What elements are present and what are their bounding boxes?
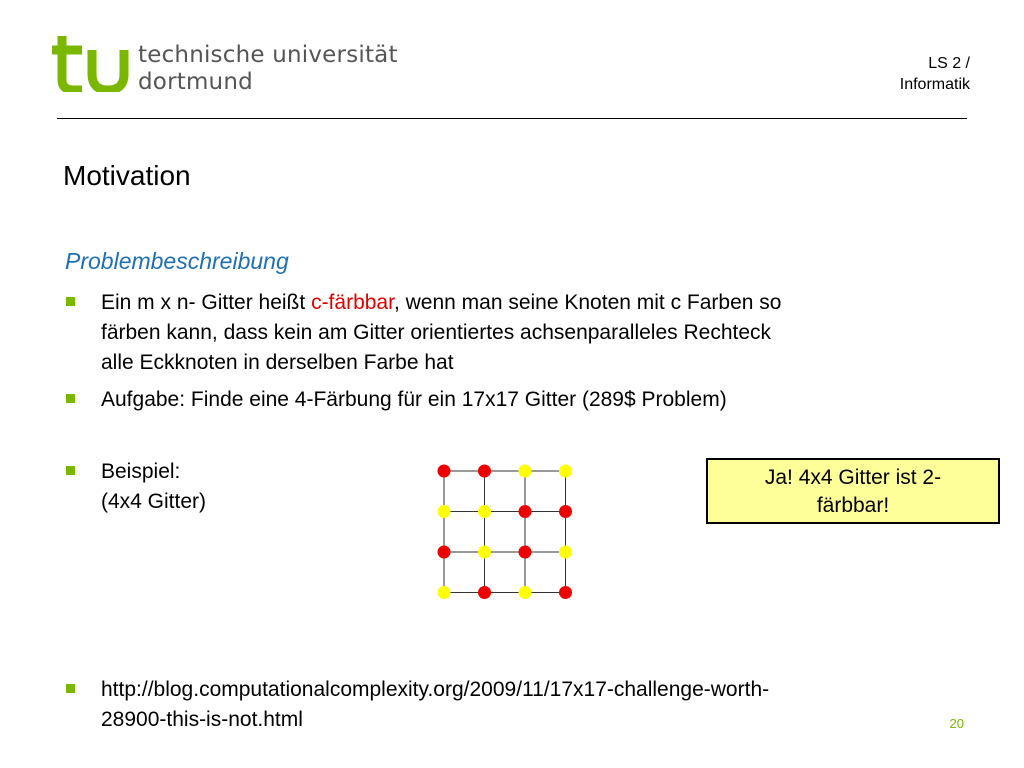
grid-node-yellow	[478, 505, 491, 518]
bullet-square-icon	[66, 684, 75, 693]
bullet-definition	[63, 288, 943, 378]
task-text: Aufgabe: Finde eine 4-Färbung für ein 17x17 Gitter (289$ Problem)	[101, 388, 727, 411]
slide-title: Motivation	[63, 160, 191, 191]
grid-node-yellow	[438, 505, 451, 518]
grid-node-red	[559, 586, 572, 599]
definition-text-end: , wenn man seine Knoten mit c Farben so	[393, 291, 782, 314]
university-name-line1: technische universität	[138, 42, 398, 68]
callout-line2: färbbar!	[816, 494, 890, 517]
example-line1: Beispiel:	[101, 460, 181, 483]
grid-node-red	[478, 586, 491, 599]
bullet-link	[63, 675, 943, 735]
university-name	[138, 42, 398, 96]
link-line1[interactable]: http://blog.computationalcomplexity.org/2009/11/17x17-challenge-worth-	[101, 678, 770, 701]
grid-node-yellow	[519, 586, 532, 599]
grid-node-red	[438, 546, 451, 559]
callout-line1: Ja! 4x4 Gitter ist 2-	[764, 466, 942, 489]
grid-node-red	[438, 465, 451, 478]
definition-text-start: Ein m x n- Gitter heißt	[101, 291, 312, 314]
grid-node-red	[519, 505, 532, 518]
chair-label-line2: Informatik	[899, 76, 970, 93]
bullet-square-icon	[66, 394, 75, 403]
bullet-square-icon	[66, 297, 75, 306]
grid-node-red	[559, 505, 572, 518]
definition-highlight: c-färbbar	[311, 291, 394, 314]
chair-label-line1: LS 2 /	[928, 55, 970, 72]
grid-4x4-diagram	[430, 458, 580, 608]
bullet-square-icon	[66, 466, 75, 475]
chair-label	[900, 53, 970, 95]
link-line2[interactable]: 28900-this-is-not.html	[101, 708, 303, 731]
grid-node-red	[519, 546, 532, 559]
example-line2: (4x4 Gitter)	[101, 490, 207, 513]
callout-box	[706, 458, 1000, 524]
grid-node-yellow	[559, 546, 572, 559]
bullet-task	[63, 385, 943, 415]
definition-line3: alle Eckknoten in derselben Farbe hat	[101, 351, 454, 374]
bullet-example	[63, 457, 423, 517]
grid-node-yellow	[478, 546, 491, 559]
tu-logo-icon	[52, 36, 130, 92]
grid-node-yellow	[438, 586, 451, 599]
definition-line2: färben kann, dass kein am Gitter orientiertes achsenparalleles Rechteck	[101, 321, 772, 344]
grid-node-yellow	[559, 465, 572, 478]
slide-subtitle: Problembeschreibung	[65, 248, 289, 274]
header-divider	[57, 118, 967, 119]
grid-node-red	[478, 465, 491, 478]
grid-node-yellow	[519, 465, 532, 478]
university-name-line2: dortmund	[138, 69, 253, 95]
page-number: 20	[949, 716, 964, 731]
